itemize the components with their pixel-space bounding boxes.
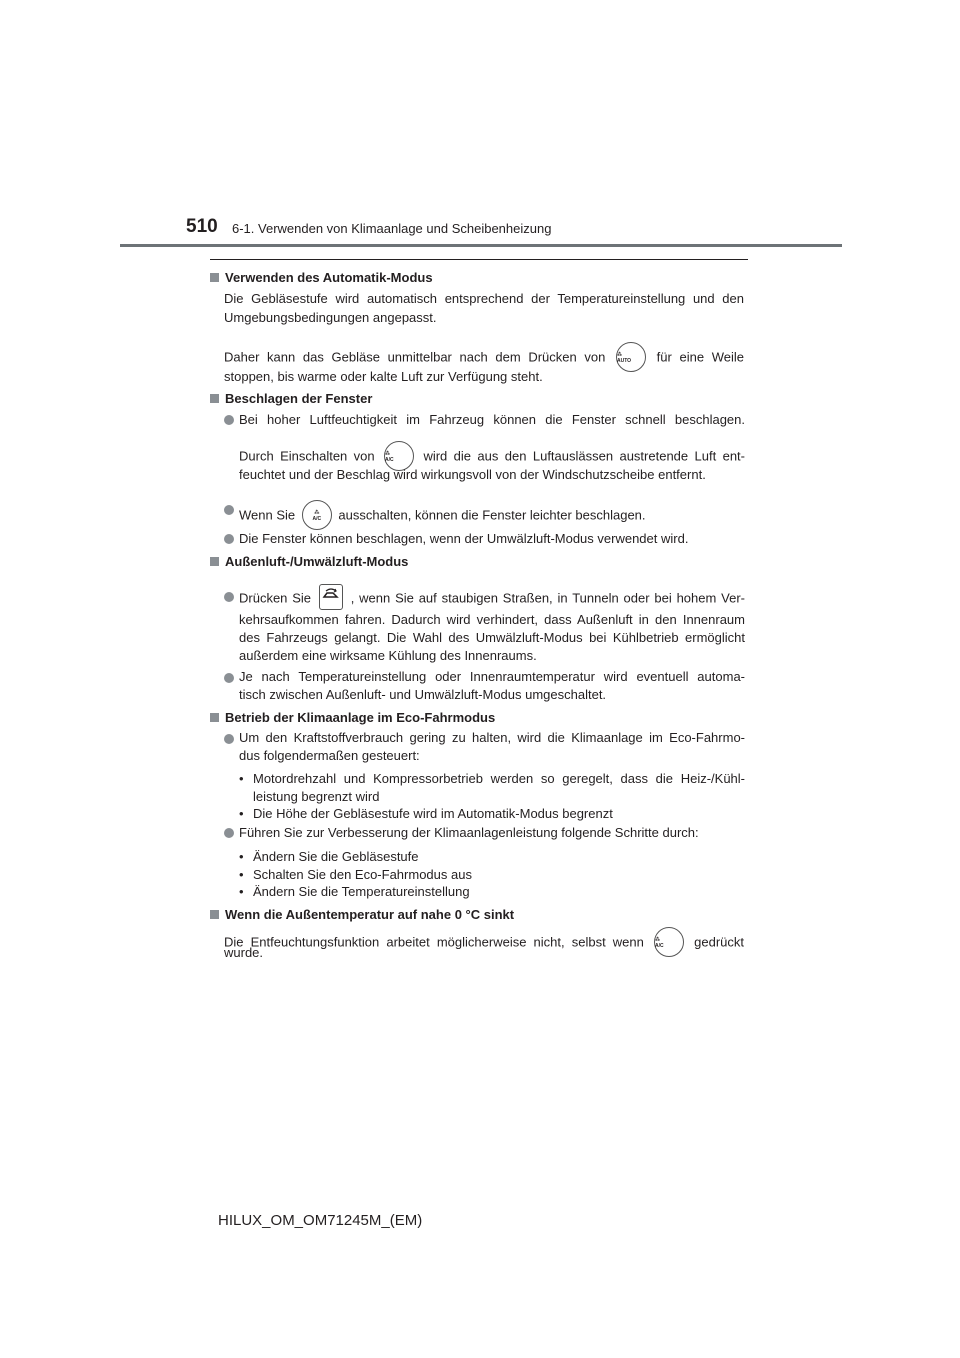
fan-ac-button-icon: ⁂ A/C bbox=[654, 927, 684, 957]
sub-bullet-line: leistung begrenzt wird bbox=[253, 789, 380, 804]
paragraph-line: Die Gebläsestufe wird automatisch entsprechend der Temperatureinstellung und den bbox=[224, 291, 744, 306]
sub-bullet-marker: • bbox=[239, 806, 244, 821]
page-number: 510 bbox=[186, 216, 218, 237]
square-bullet-icon bbox=[210, 713, 219, 722]
recirculation-car-icon bbox=[319, 584, 343, 610]
square-bullet-icon bbox=[210, 910, 219, 919]
sub-bullet-line: Motordrehzahl und Kompressorbetrieb werden so geregelt, dass die Heiz-/Kühl- bbox=[253, 771, 745, 786]
bullet-line: dus folgendermaßen gesteuert: bbox=[239, 748, 420, 763]
content-top-rule bbox=[210, 259, 748, 260]
sub-bullet-line: Ändern Sie die Temperatureinstellung bbox=[253, 884, 470, 899]
paragraph-line-with-icon: Daher kann das Gebläse unmittelbar nach dem Drücken von ⁂ AUTO für eine Weile bbox=[224, 343, 744, 373]
sub-bullet-marker: • bbox=[239, 867, 244, 882]
header-rule bbox=[120, 244, 842, 247]
sub-bullet-marker: • bbox=[239, 849, 244, 864]
document-code: HILUX_OM_OM71245M_(EM) bbox=[218, 1212, 423, 1229]
square-bullet-icon bbox=[210, 557, 219, 566]
bullet-line: tisch zwischen Außenluft- und Umwälzluft-Modus umgeschaltet. bbox=[239, 687, 607, 702]
round-bullet-icon bbox=[224, 415, 234, 425]
heading-eco: Betrieb der Klimaanlage im Eco-Fahrmodus bbox=[210, 710, 495, 725]
round-bullet-icon bbox=[224, 673, 234, 683]
bullet-line: Die Fenster können beschlagen, wenn der Umwälzluft-Modus verwendet wird. bbox=[239, 531, 689, 546]
bullet-line: des Fahrzeugs gelangt. Die Wahl des Umwälzluft-Modus bei Kühlbetrieb ermöglicht bbox=[239, 630, 745, 645]
heading-air-mode: Außenluft-/Umwälzluft-Modus bbox=[210, 554, 408, 569]
recirculation-car-glyph bbox=[320, 585, 342, 609]
paragraph-line: wurde. bbox=[224, 945, 264, 960]
bullet-line: Je nach Temperatureinstellung oder Innenraumtemperatur wird eventuell automa- bbox=[239, 669, 745, 684]
round-bullet-icon bbox=[224, 828, 234, 838]
sub-bullet-line: Schalten Sie den Eco-Fahrmodus aus bbox=[253, 867, 472, 882]
bullet-line: Bei hoher Luftfeuchtigkeit im Fahrzeug können die Fenster schnell beschlagen. bbox=[239, 412, 745, 427]
bullet-line: kehrsaufkommen fahren. Dadurch wird verhindert, dass Außenluft in den Innenraum bbox=[239, 612, 745, 627]
heading-fogging: Beschlagen der Fenster bbox=[210, 391, 372, 406]
round-bullet-icon bbox=[224, 592, 234, 602]
bullet-line-with-icon: Wenn Sie ⁂ A/C ausschalten, können die Fenster leichter beschlagen. bbox=[239, 501, 646, 531]
bullet-line-with-icon: Durch Einschalten von ⁂ A/C wird die aus den Luftauslässen austretende Luft ent- bbox=[239, 442, 745, 472]
bullet-line: außerdem eine wirksame Kühlung des Innenraums. bbox=[239, 648, 537, 663]
bullet-line: Um den Kraftstoffverbrauch gering zu halten, wird die Klimaanlage im Eco-Fahrmo- bbox=[239, 730, 745, 745]
section-title: 6-1. Verwenden von Klimaanlage und Scheibenheizung bbox=[232, 221, 552, 236]
fan-auto-button-icon: ⁂ AUTO bbox=[616, 342, 646, 372]
square-bullet-icon bbox=[210, 394, 219, 403]
heading-auto-mode: Verwenden des Automatik-Modus bbox=[210, 270, 433, 285]
fan-ac-button-icon: ⁂ A/C bbox=[302, 500, 332, 530]
bullet-line: feuchtet und der Beschlag wird wirkungsvoll von der Windschutzscheibe entfernt. bbox=[239, 467, 706, 482]
paragraph-line: stoppen, bis warme oder kalte Luft zur Verfügung steht. bbox=[224, 369, 543, 384]
paragraph-line-with-icon: Die Entfeuchtungsfunktion arbeitet möglicherweise nicht, selbst wenn ⁂ A/C gedrückt bbox=[224, 928, 744, 958]
sub-bullet-line: Ändern Sie die Gebläsestufe bbox=[253, 849, 419, 864]
square-bullet-icon bbox=[210, 273, 219, 282]
bullet-line: Führen Sie zur Verbesserung der Klimaanlagenleistung folgende Schritte durch: bbox=[239, 825, 699, 840]
fan-ac-button-icon: ⁂ A/C bbox=[384, 441, 414, 471]
sub-bullet-marker: • bbox=[239, 884, 244, 899]
sub-bullet-marker: • bbox=[239, 771, 244, 786]
heading-cold: Wenn die Außentemperatur auf nahe 0 °C sinkt bbox=[210, 907, 514, 922]
round-bullet-icon bbox=[224, 534, 234, 544]
round-bullet-icon bbox=[224, 505, 234, 515]
sub-bullet-line: Die Höhe der Gebläsestufe wird im Automatik-Modus begrenzt bbox=[253, 806, 613, 821]
paragraph-line: Umgebungsbedingungen angepasst. bbox=[224, 310, 437, 325]
bullet-line-with-icon: Drücken Sie , wenn Sie auf staubigen Straßen, in Tunneln oder bei hohem Ver- bbox=[239, 586, 745, 612]
round-bullet-icon bbox=[224, 734, 234, 744]
